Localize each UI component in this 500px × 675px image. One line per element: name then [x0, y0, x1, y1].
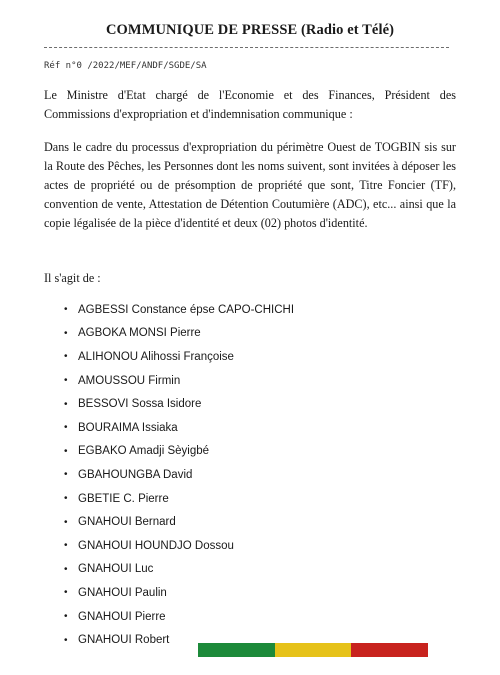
bullet-icon: •	[64, 563, 68, 575]
list-item	[64, 581, 294, 605]
list-item	[64, 369, 294, 393]
person-name: AMOUSSOU Firmin	[78, 374, 181, 387]
reference-number: Réf n°0 /2022/MEF/ANDF/SGDE/SA	[44, 61, 207, 71]
title-divider	[44, 47, 449, 48]
flag-stripe	[198, 643, 428, 657]
bullet-icon: •	[64, 540, 68, 552]
list-item	[64, 605, 294, 629]
person-name: GNAHOUI Robert	[78, 634, 170, 647]
person-name: GNAHOUI HOUNDJO Dossou	[78, 539, 234, 552]
intro-paragraph: Le Ministre d'Etat chargé de l'Economie et des Finances, Président des Commissions d'expropriation et d'indemnisation communique :	[44, 88, 456, 121]
bullet-icon: •	[64, 469, 68, 481]
list-item	[64, 392, 294, 416]
list-item	[64, 487, 294, 511]
person-name: GNAHOUI Pierre	[78, 610, 166, 623]
bullet-icon: •	[64, 493, 68, 505]
person-name: EGBAKO Amadji Sèyigbé	[78, 445, 210, 458]
flag-red-band	[351, 643, 428, 657]
person-name: GNAHOUI Paulin	[78, 586, 167, 599]
bullet-icon: •	[64, 327, 68, 339]
page-title: COMMUNIQUE DE PRESSE (Radio et Télé)	[105, 22, 395, 38]
person-name: BOURAIMA Issiaka	[78, 421, 178, 434]
bullet-icon: •	[64, 351, 68, 363]
list-item	[64, 416, 294, 440]
person-name: BESSOVI Sossa Isidore	[78, 398, 202, 411]
person-name: ALIHONOU Alihossi Françoise	[78, 350, 234, 363]
flag-yellow-band	[275, 643, 352, 657]
person-name: AGBOKA MONSI Pierre	[78, 327, 201, 340]
person-name: GBETIE C. Pierre	[78, 492, 169, 505]
bullet-icon: •	[64, 422, 68, 434]
person-name: GNAHOUI Bernard	[78, 516, 176, 529]
bullet-icon: •	[64, 375, 68, 387]
bullet-icon: •	[64, 398, 68, 410]
list-item	[64, 298, 294, 322]
list-item	[64, 558, 294, 582]
flag-green-band	[198, 643, 275, 657]
bullet-icon: •	[64, 445, 68, 457]
list-item	[64, 322, 294, 346]
main-paragraph: Dans le cadre du processus d'expropriation du périmètre Ouest de TOGBIN sis sur la Route des Pêches, les Personnes dont les noms suivent, sont invitées à déposer les actes de propriété ou de présomption de propriété que sont, Titre Foncier (TF), convention de vente, Attestation de Détention Coutumière (ADC), etc... ainsi que la copie légalisée de la pièce d'identité et deux (02) photos d'identité.	[44, 140, 456, 230]
list-item	[64, 510, 294, 534]
list-item	[64, 440, 294, 464]
bullet-icon: •	[64, 634, 68, 646]
bullet-icon: •	[64, 516, 68, 528]
list-item	[64, 345, 294, 369]
person-name: GBAHOUNGBA David	[78, 468, 193, 481]
bullet-icon: •	[64, 587, 68, 599]
list-item	[64, 463, 294, 487]
person-name: AGBESSI Constance épse CAPO-CHICHI	[78, 303, 295, 316]
bullet-icon: •	[64, 611, 68, 623]
names-list	[64, 298, 294, 652]
list-intro: Il s'agit de :	[44, 271, 101, 285]
person-name: GNAHOUI Luc	[78, 563, 154, 576]
bullet-icon: •	[64, 304, 68, 316]
list-item	[64, 534, 294, 558]
